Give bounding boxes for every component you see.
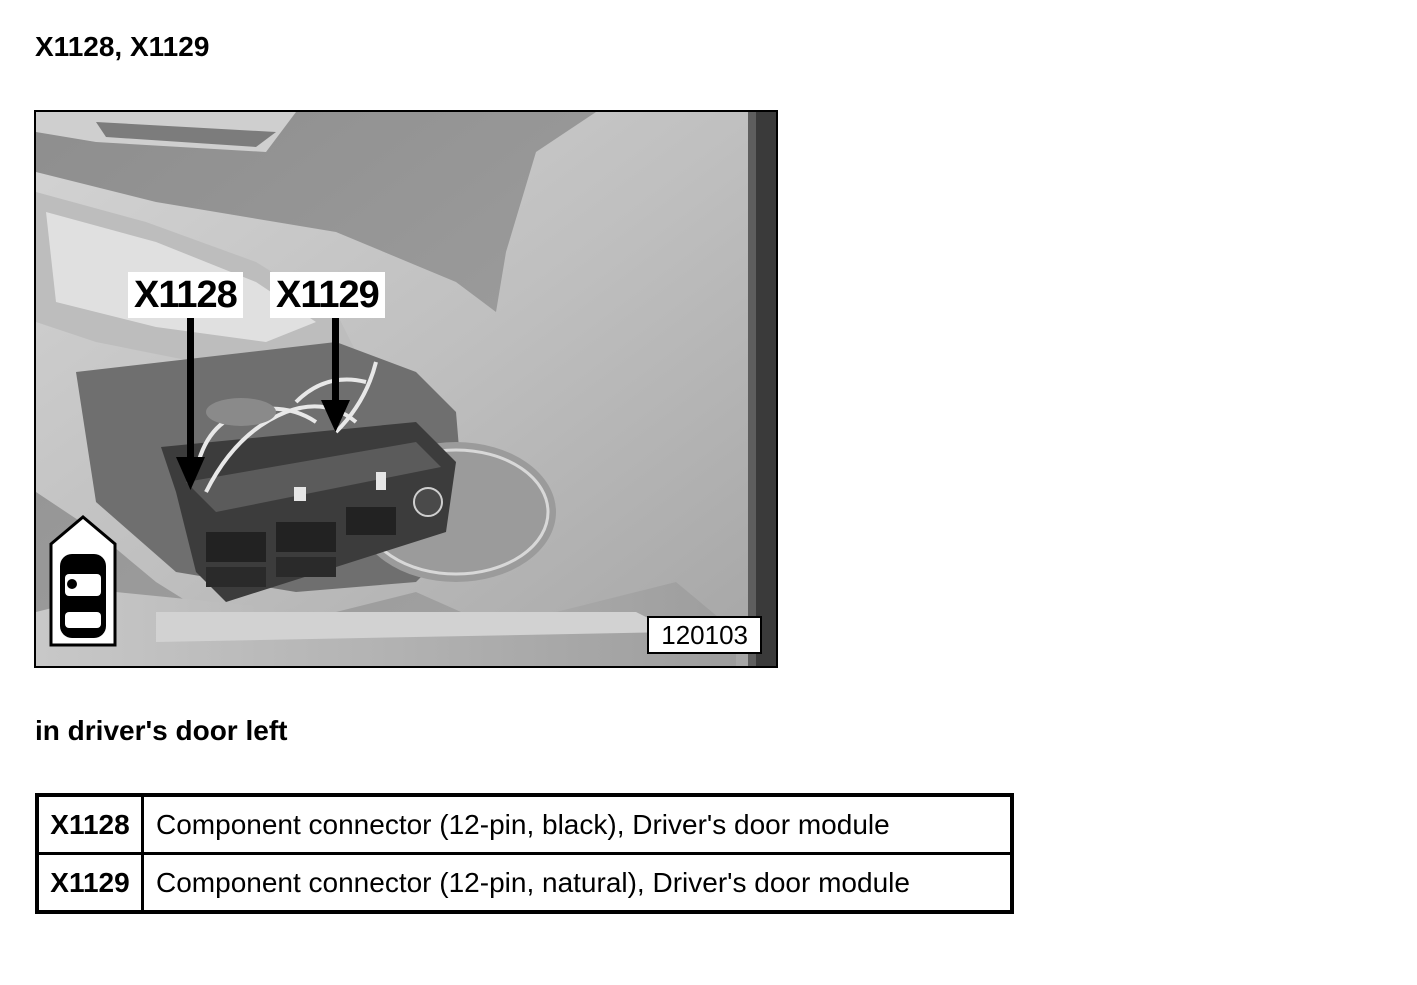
door-illustration [36, 112, 776, 666]
page-title: X1128, X1129 [35, 31, 210, 62]
car-position-icon [48, 514, 118, 648]
connector-code: X1129 [37, 854, 143, 913]
callout-label-x1129: X1129 [270, 272, 385, 318]
connector-legend-table [35, 793, 1014, 914]
figure-caption: in driver's door left [35, 715, 288, 746]
callout-label-x1128: X1128 [128, 272, 243, 318]
door-photo-figure [34, 110, 778, 668]
table-row [37, 854, 1012, 913]
connector-description: Component connector (12-pin, black), Driver's door module [143, 795, 1013, 854]
connector-code: X1128 [37, 795, 143, 854]
connector-description: Component connector (12-pin, natural), Driver's door module [143, 854, 1013, 913]
table-row [37, 795, 1012, 854]
figure-number: 120103 [647, 616, 762, 654]
